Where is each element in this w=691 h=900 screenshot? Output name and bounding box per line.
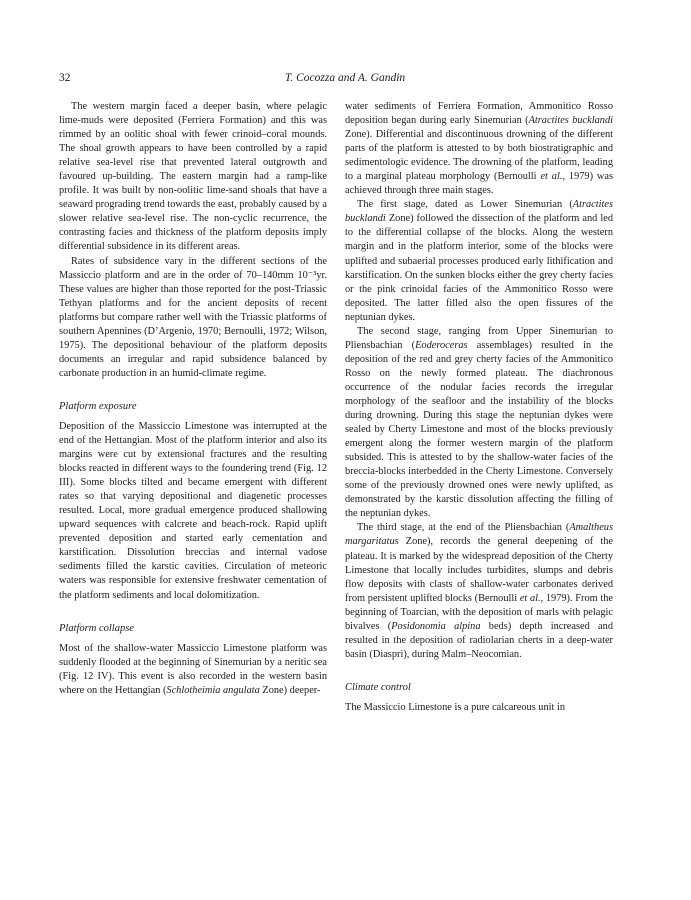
text-run: Zone), records the general deepening of the plateau. It is marked by the widespread deposition of the Cherty Limestone that locally includes turbidites, slumps and debris flow deposits with clasts of shallow-water carbonates derived from persistent uplifted blocks (Bernoulli	[345, 536, 613, 604]
text-run: beds) depth increased and resulted in the deposition of radiolarian cherts in a deep-water basin (Diaspri), during Malm–Neocomian.	[345, 620, 613, 660]
paragraph-subsidence-rates: Rates of subsidence vary in the different sections of the Massiccio platform and are in the order of 70–140mm 10⁻³yr. These values are higher than those reported for the post-Triassic Tethyan platforms and for the ancient deposits of recent platforms but compare rather well with the Triassic platforms of southern Apennines (D’Argenio, 1970; Bernoulli, 1972; Wilson, 1975). The depositional behaviour of the platform deposits documents an irregular and rapid subsidence balanced by carbonate production in an humid-climate regime.	[59, 255, 327, 379]
text-run: Zone). Differential and discontinuous drowning of the different parts of the platform is attested to by both biostratigraphic and sedimentologic evidence. The drowning of the platform, leading to a marginal plateau morphology (Bernoulli	[345, 129, 613, 183]
zone-name: Amaltheus margaritatus	[345, 522, 613, 548]
zone-name: Schlotheimia angulata	[166, 684, 260, 696]
paragraph-ammonitico-rosso	[345, 100, 613, 198]
zone-name: Atractites bucklandi	[528, 115, 613, 127]
paragraph-climate-control: The Massiccio Limestone is a pure calcareous unit in	[345, 701, 566, 713]
section-heading-platform-collapse: Platform collapse	[59, 622, 134, 634]
paragraph-western-margin: The western margin faced a deeper basin, where pelagic lime-muds were deposited (Ferriera Formation) and this was rimmed by an oolitic shoal with fewer crinoid–coral mounds. The shoal growth appears to have been controlled by a rapid relative sea-level rise that prevented lateral outgrowth and favoured up-building. The eastern margin had a ramp-like profile. It was built by non-oolitic lime-sand shoals that have a seaward prograding trend towards the east, probably caused by a slower relative sea-level rise. The non-cyclic recurrence, the contrasting facies and thickness of the platform deposits imply differential subsidence in its different areas.	[59, 101, 327, 253]
zone-name: Atractites bucklandi	[345, 199, 613, 225]
genus-name: Eoderoceras	[415, 339, 468, 351]
paragraph-second-stage	[345, 325, 613, 522]
text-run: The third stage, at the end of the Pliensbachian (	[357, 522, 570, 534]
text-run: assemblages) resulted in the deposition of the red and grey cherty facies of the Ammonitico Rosso on the newly formed plateau. The diachronous occurrence of the nodular facies records the irregular morphology of the seafloor and the instability of the blocks during drowning. During this stage the neptunian dykes were sealed by Cherty Limestone and most of the blocks previously emergent along the former western margin of the platform subsided. This is attested to by the shallow-water facies of the breccia-blocks interbedded in the Cherty Limestone. Conversely some of the previously drowned ones were newly uplifted, as demonstrated by the karstic dissolution affecting the filling of the neptunian dykes.	[345, 339, 613, 520]
citation-et-al: et al.	[519, 592, 541, 604]
text-run: water sediments of Ferriera Formation, Ammonitico Rosso deposition began during early Sinemurian (	[345, 101, 613, 127]
citation-et-al: et al.	[540, 171, 563, 183]
paragraph-platform-exposure: Deposition of the Massiccio Limestone was interrupted at the end of the Hettangian. Most of the platform interior and also its margins were cut by extensional fractures and the resulting blocks reacted in different ways to the foundering trend (Fig. 12 III). Some blocks tilted and became emergent with different rates so that varying depositional and diagenetic processes resulted. Local, more gradual emergence produced shallowing upward sequences with calcrete and beach-rock. Rapid uplift prevented deposition and started early cementation and karstification. Dissolution breccias and internal vadose sediments filled the karstic cavities. Circulation of meteoric waters was responsible for extensive freshwater cementation of the platform sediments and local dolomitization.	[59, 420, 327, 601]
paragraph-first-stage	[345, 198, 613, 324]
text-run: Most of the shallow-water Massiccio Limestone platform was suddenly flooded at the beginning of Sinemurian by a neritic sea (Fig. 12 IV). This event is also recorded in the western basin where on the Hettangian (	[59, 642, 327, 696]
running-head: T. Cocozza and A. Gandin	[284, 72, 406, 84]
text-run: Zone) deeper-	[259, 684, 321, 696]
text-run: , 1979) was achieved through three main stages.	[345, 171, 614, 197]
section-heading-climate-control: Climate control	[345, 681, 411, 693]
paragraph-platform-collapse	[59, 642, 327, 698]
left-column	[59, 100, 327, 698]
section-heading-platform-exposure: Platform exposure	[59, 400, 137, 412]
text-run: The first stage, dated as Lower Sinemurian (	[357, 199, 573, 211]
page-number: 32	[59, 72, 71, 84]
text-run: Zone) followed the dissection of the platform and led to the differential collapse of the blocks. Along the western margin and in the platform interior, some of the blocks were uplifted and subaerial processes produced early lithification and karstification. On the sunken blocks either the grey cherty facies or the pink crinoidal facies of the Ammonitico Rosso were deposited. The latter filled also the open fissures of the neptunian dykes.	[345, 213, 613, 323]
text-run: The second stage, ranging from Upper Sinemurian to Pliensbachian (	[345, 325, 613, 351]
right-column	[345, 100, 613, 715]
page-header	[59, 72, 631, 88]
paragraph-third-stage	[345, 521, 613, 661]
species-name: Posidonomia alpina	[391, 620, 481, 632]
text-run: , 1979). From the beginning of Toarcian, with the deposition of marls with pelagic bivalves (	[345, 592, 613, 632]
